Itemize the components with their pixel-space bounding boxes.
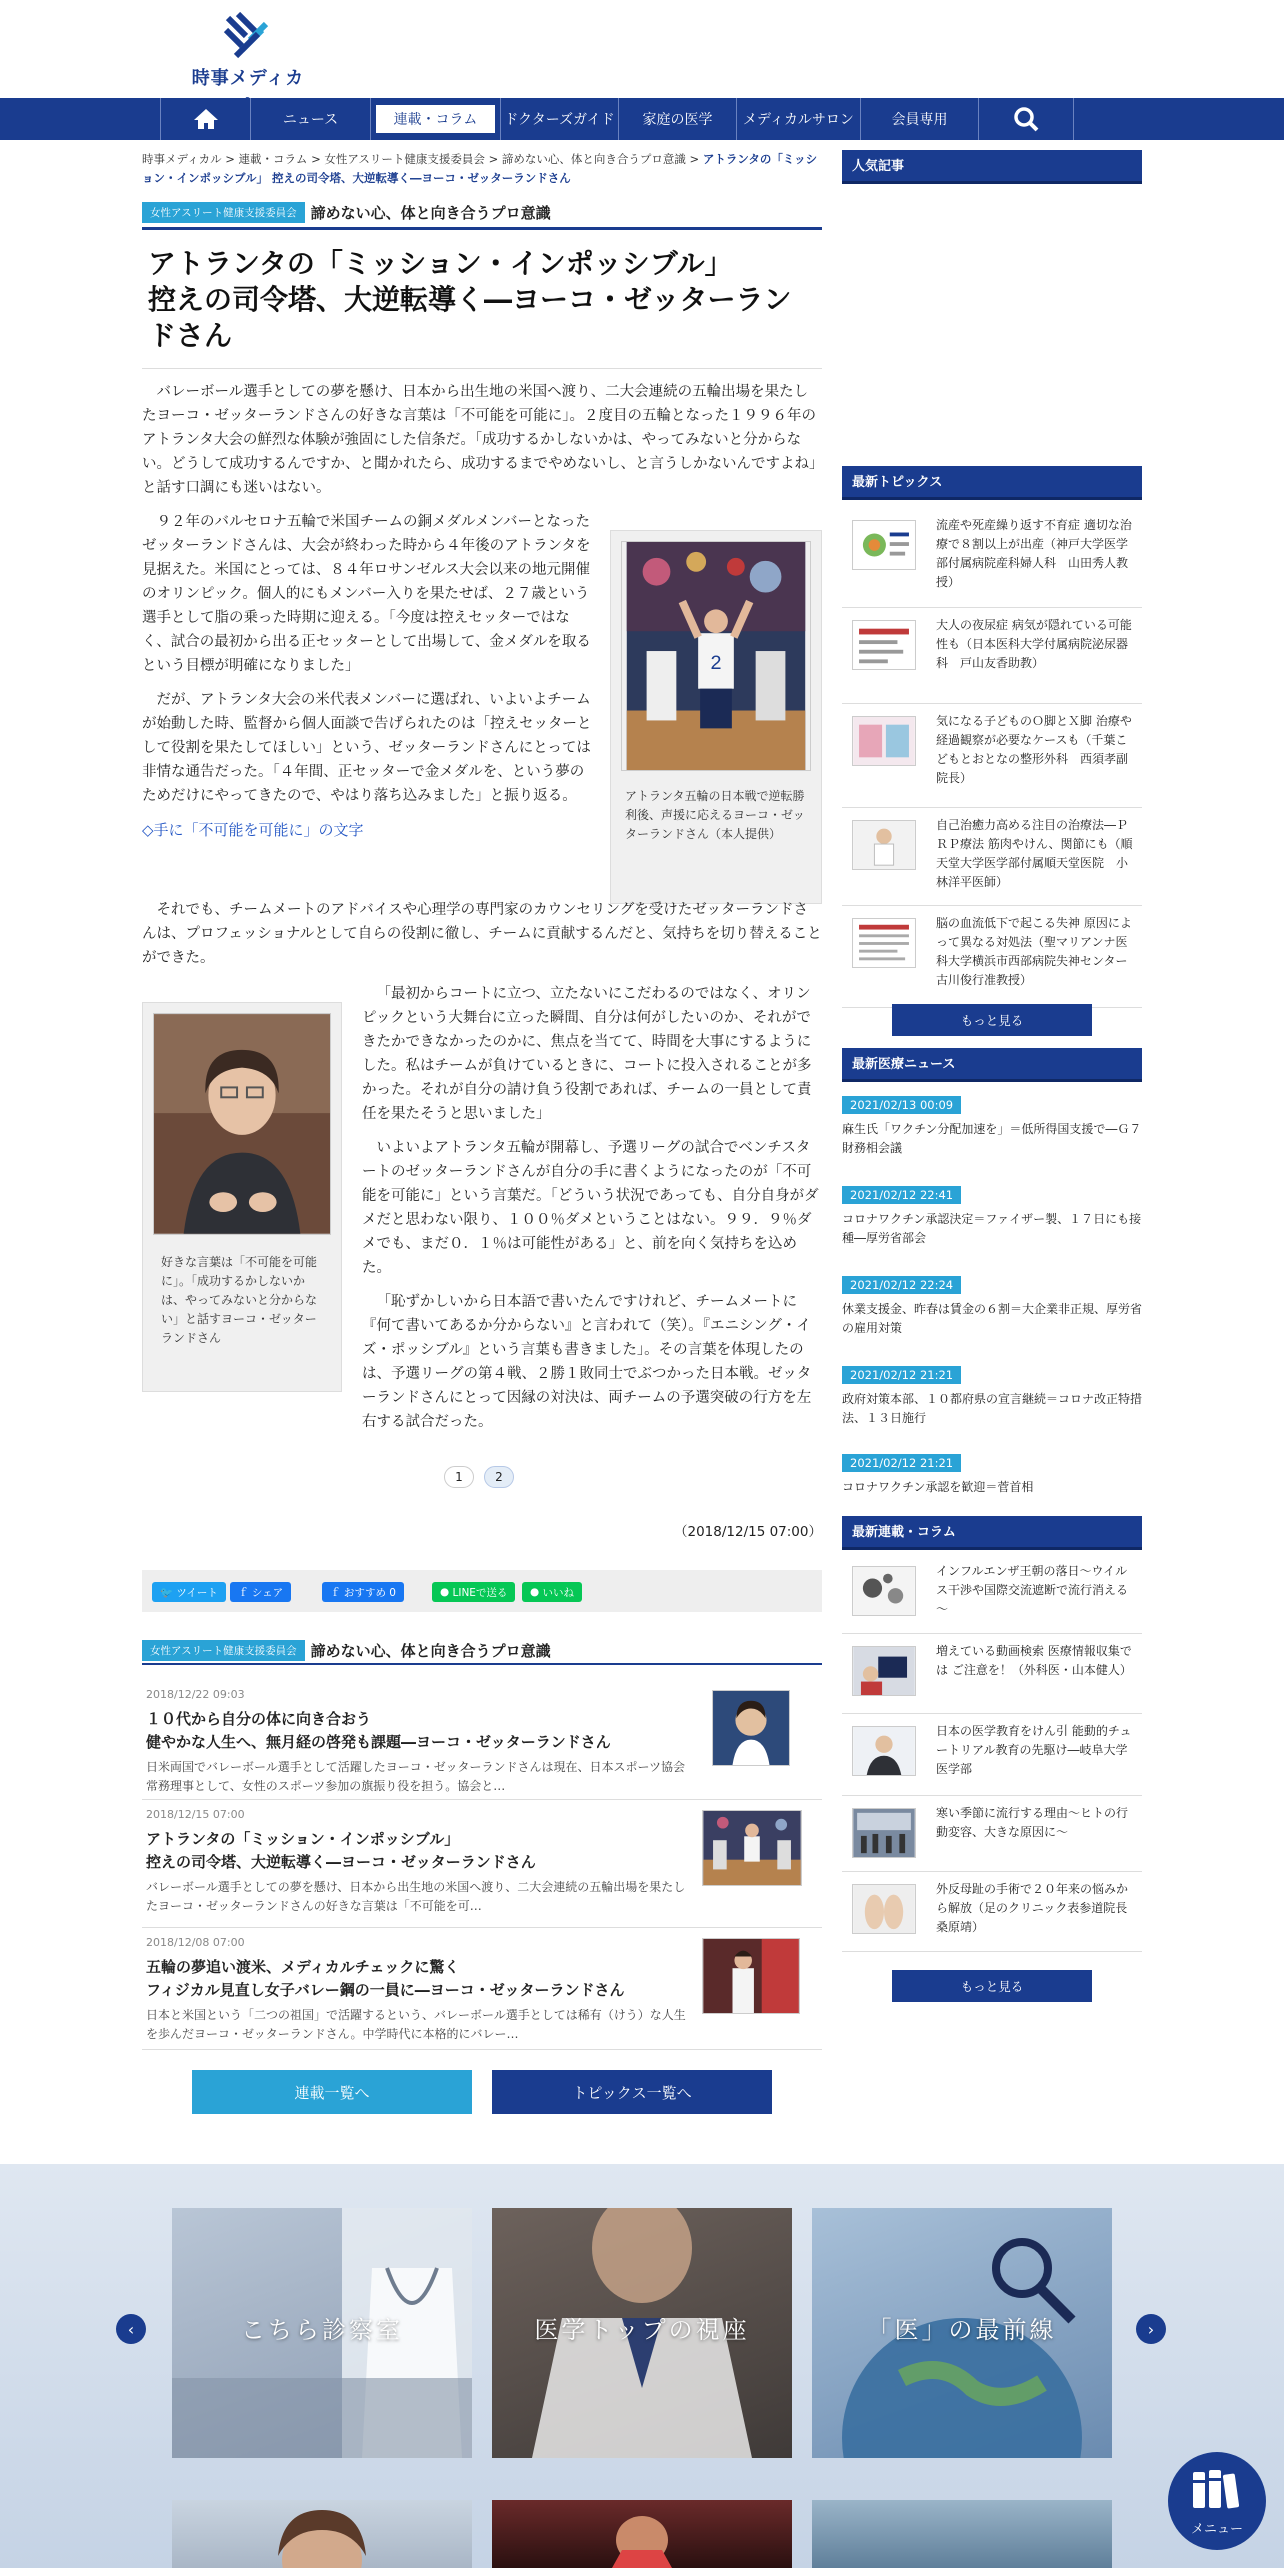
banner-medical-frontline[interactable] <box>812 2208 1112 2458</box>
logo-mark-icon <box>222 12 272 62</box>
sidebar-latest-topics <box>842 466 1142 1046</box>
menu-label: メニュー <box>1190 2522 1243 2537</box>
nav-news[interactable]: ニュース <box>250 98 370 140</box>
topic-title: 気になる子どものＯ脚とＸ脚 治療や経過観察が必要なケースも（千葉こどもとおとなの整形外科 西須孝副院長） <box>936 714 1132 785</box>
books-icon <box>1189 2466 1245 2514</box>
nav-series[interactable]: 連載・コラム <box>370 98 500 140</box>
line-icon: ● <box>530 1586 543 1598</box>
news-title: 麻生氏「ワクチン分配加速を」＝低所得国支援で―Ｇ７財務相会議 <box>842 1122 1142 1155</box>
article-subheading: ◇手に「不可能を可能に」の文字 <box>142 821 364 839</box>
article-paragraph: それでも、チームメートのアドバイスや心理学の専門家のカウンセリングを受けたゼッターランドさんは、プロフェッショナルとして自らの役割に徹し、チームに貢献するんだと、気持ちを切り替えることができた。 <box>142 902 822 966</box>
sidebar-popular <box>842 150 1142 184</box>
series-title: インフルエンザ王朝の落日～ウイルス干渉や国際交流遮断で流行消える～ <box>936 1564 1129 1616</box>
news-item[interactable] <box>842 1452 1142 1497</box>
breadcrumb: 時事メディカル > 連載・コラム > 女性アスリート健康支援委員会 > 諦めない心、体と向き合うプロ意識 > アトランタの「ミッション・インポッシブル」 控えの司令塔、大逆転導く―ヨーコ・ゼッターランドさん <box>142 152 818 185</box>
svg-text:2: 2 <box>710 651 722 674</box>
topic-item[interactable] <box>842 704 1142 808</box>
nav-search[interactable] <box>978 98 1074 140</box>
line-share-button[interactable]: ● LINEで送る <box>432 1582 515 1602</box>
series-title: 日本の医学教育をけん引 能動的チュートリアル教育の先駆け―岐阜大学医学部 <box>936 1724 1132 1776</box>
series-title[interactable]: 諦めない心、体と向き合うプロ意識 <box>310 1642 551 1660</box>
topic-thumb <box>852 520 916 570</box>
topics-list-button[interactable]: トピックス一覧へ <box>492 2070 772 2114</box>
banner-label: 医学トップの視座 <box>534 2316 750 2344</box>
figure-atlanta <box>610 530 822 904</box>
related-title[interactable]: 五輪の夢追い渡米、メディカルチェックに驚く フィジカル見直し女子バレー鋼の一員に―ヨーコ・ゼッターランドさん <box>146 1958 625 1999</box>
series-thumb <box>852 1726 916 1776</box>
related-date: 2018/12/15 07:00 <box>146 1808 245 1821</box>
banner-label: 「医」の最前線 <box>867 2316 1057 2344</box>
series-thumb <box>852 1646 916 1696</box>
nav-members[interactable]: 会員専用 <box>860 98 978 140</box>
pagination <box>444 1466 514 1488</box>
athlete-image <box>492 2500 792 2568</box>
topic-title: 流産や死産繰り返す不育症 適切な治療で８割以上が出産（神戸大学医学部付属病院産科婦人科 山田秀人教授） <box>936 518 1132 589</box>
series-title[interactable]: 諦めない心、体と向き合うプロ意識 <box>310 204 551 222</box>
portrait-photo[interactable] <box>153 1013 331 1235</box>
series-thumb <box>852 1808 916 1858</box>
banner-next-row[interactable] <box>492 2500 792 2568</box>
topic-item[interactable] <box>842 608 1142 704</box>
news-title: 政府対策本部、１０都府県の宣言継続＝コロナ改正特措法、１３日施行 <box>842 1392 1143 1425</box>
more-series-button[interactable]: もっと見る <box>892 1970 1092 2002</box>
feature-banner-area <box>0 2164 1284 2568</box>
series-list-button[interactable]: 連載一覧へ <box>192 2070 472 2114</box>
related-title[interactable]: アトランタの「ミッション・インポッシブル」 控えの司令塔、大逆転導く―ヨーコ・ゼッターランドさん <box>146 1830 536 1871</box>
series-item[interactable] <box>842 1554 1142 1634</box>
topic-title: 自己治癒力高める注目の治療法―ＰＲＰ療法 筋肉やけん、関節にも（順天堂大学医学部付属順天堂医院 小林洋平医師） <box>936 818 1133 889</box>
banner-next-row[interactable] <box>812 2500 1112 2568</box>
latest-series-header: 最新連載・コラム <box>842 1516 1142 1550</box>
related-article[interactable] <box>142 1680 822 1800</box>
sidebar-latest-series <box>842 1516 1142 1976</box>
carousel-prev-button[interactable] <box>116 2314 146 2344</box>
related-desc: 日本と米国という「二つの祖国」で活躍するという、バレーボール選手としては稀有（けう）な人生を歩んだヨーコ・ゼッターランドさん。中学時代に本格的にバレー… <box>146 2008 686 2041</box>
banner-label: こちら診察室 <box>241 2316 403 2344</box>
divider <box>142 368 822 369</box>
news-date: 2021/02/13 00:09 <box>842 1096 961 1114</box>
facebook-icon: ｆ <box>330 1586 344 1599</box>
related-article[interactable] <box>142 1800 822 1928</box>
series-thumb <box>852 1884 916 1934</box>
breadcrumb-current: アトランタの「ミッション・インポッシブル」 控えの司令塔、大逆転導く―ヨーコ・ゼッターランドさん <box>142 152 818 185</box>
news-item[interactable] <box>842 1364 1142 1428</box>
news-date: 2021/02/12 22:41 <box>842 1186 961 1204</box>
article-paragraph: だが、アトランタ大会の米代表メンバーに選ばれ、いよいよチームが始動した時、監督から個人面談で告げられたのは「控えセッターとして役割を果たしてほしい」という、ゼッターランドさんにとっては非情な通告だった。「４年間、正セッターで金メダルを、という夢のためだけにやってきたので、やはり落ち込みました」と振り返る。 <box>142 692 592 804</box>
facebook-icon: ｆ <box>238 1586 252 1599</box>
related-date: 2018/12/22 09:03 <box>146 1688 245 1701</box>
facebook-recommend-button[interactable]: ｆ おすすめ 0 <box>322 1582 404 1602</box>
series-item[interactable] <box>842 1634 1142 1714</box>
figure-caption: アトランタ五輪の日本戦で逆転勝利後、声援に応えるヨーコ・ゼッターランドさん（本人提供） <box>625 789 805 841</box>
topic-thumb <box>852 820 916 870</box>
news-title: コロナワクチン承認決定＝ファイザー製、１７日にも接種―厚労省部会 <box>842 1212 1142 1245</box>
series-title: 寒い季節に流行する理由～ヒトの行動変容、大きな原因に～ <box>936 1806 1129 1839</box>
article-paragraph: バレーボール選手としての夢を懸け、日本から出生地の米国へ渡り、二大会連続の五輪出場を果たしたヨーコ・ゼッターランドさんの好きな言葉は「不可能を可能に」。２度目の五輪となった１９９６年のアトランタ大会の鮮烈な体験が強固にした信条だ。「成功するかしないかは、やってみないと分からない。どうして成功するんですか、と聞かれたら、成功するまでやめないし、と言うしかないんですよね」と話す口調にも迷いはない。 <box>142 384 817 496</box>
person-image <box>172 2500 472 2568</box>
news-date: 2021/02/12 22:24 <box>842 1276 961 1294</box>
share-bar <box>142 1570 822 1612</box>
article-paragraph: 「最初からコートに立つ、立たないにこだわるのではなく、オリンピックという大舞台に立った瞬間、自分は何がしたいのか、それができたかできなかったのかに、焦点を当てて、時間を大事にするようにした。私はチームが負けているときに、コートに投入されることが多かった。それが自分の請け負う役割であれば、チームの一員として責任を果たそうと思いました」 <box>362 986 812 1122</box>
news-item[interactable] <box>842 1094 1142 1158</box>
related-thumb[interactable] <box>702 1938 800 2014</box>
news-title: コロナワクチン承認を歓迎＝菅首相 <box>842 1480 1034 1494</box>
nav-doctors-guide[interactable]: ドクターズガイド <box>500 98 618 140</box>
related-series-header <box>142 1640 822 1665</box>
search-icon <box>1013 106 1039 132</box>
banner-next-row[interactable] <box>172 2500 472 2568</box>
latest-topics-header: 最新トピックス <box>842 466 1142 500</box>
site-logo[interactable] <box>188 12 308 88</box>
news-date: 2021/02/12 21:21 <box>842 1454 961 1472</box>
tweet-button[interactable]: 🐦 ツイート <box>152 1582 226 1602</box>
header <box>0 0 1284 98</box>
article-paragraph: ９２年のバルセロナ五輪で米国チームの銅メダルメンバーとなったゼッターランドさんは、大会が終わった時から４年後のアトランタを見据えた。米国にとっては、８４年ロサンゼルス大会以来の地元開催のオリンピック。個人的にもメンバー入りを果たせば、２７歳という選手として脂の乗った時期に迎える。「今度は控えセッターではなく、試合の最初から出る正セッターとして出場して、金メダルを取るという目標が明確になりました」 <box>142 514 591 674</box>
news-item[interactable] <box>842 1184 1142 1248</box>
facebook-share-button[interactable]: ｆ シェア <box>230 1582 291 1602</box>
topic-item[interactable] <box>842 808 1142 906</box>
news-item[interactable] <box>842 1274 1142 1338</box>
nav-medical-salon[interactable]: メディカルサロン <box>736 98 860 140</box>
figure-portrait <box>142 1002 342 1392</box>
more-topics-button[interactable]: もっと見る <box>892 1004 1092 1036</box>
related-desc: 日米両国でバレーボール選手として活躍したヨーコ・ゼッターランドさんは現在、日本スポーツ協会常務理事として、女性のスポーツ参加の旗振り役を担う。協会と… <box>146 1760 686 1793</box>
news-title: 休業支援金、昨春は賃金の６割＝大企業非正規、厚労省の雇用対策 <box>842 1302 1143 1335</box>
series-tag[interactable]: 女性アスリート健康支援委員会 <box>142 202 305 223</box>
volleyball-photo[interactable] <box>621 541 811 771</box>
article-body <box>142 380 822 500</box>
related-thumb[interactable] <box>702 1810 802 1886</box>
popular-header: 人気記事 <box>842 150 1142 184</box>
topic-title: 大人の夜尿症 病気が隠れている可能性も（日本医科大学付属病院泌尿器科 戸山友香助教） <box>936 618 1132 670</box>
article-paragraph: いよいよアトランタ五輪が開幕し、予選リーグの試合でベンチスタートのゼッターランドさんが自分の手に書くようになったのが「不可能を可能に」という言葉だ。「どういう状況であっても、自分自身がダメだと思わない限り、１００％ダメということはない。９９．９％ダメでも、まだ０．１％は可能性がある」と、前を向く気持ちを込めた。 <box>362 1140 819 1276</box>
series-header <box>142 202 822 230</box>
series-thumb <box>852 1566 916 1616</box>
article-paragraph: 「恥ずかしいから日本語で書いたんですけれど、チームメートに『何て書いてあるか分からない』と言われて（笑）。『エニシング・イズ・ポッシブル』という言葉も書きました」。その言葉を体現したのは、予選リーグの第４戦、２勝１敗同士でぶつかった日本戦。ゼッターランドさんにとって因縁の対決は、両チームの予選突破の行方を左右する試合だった。 <box>362 1294 812 1430</box>
page-1[interactable]: 1 <box>444 1466 474 1488</box>
main-content <box>142 150 822 369</box>
series-tag[interactable]: 女性アスリート健康支援委員会 <box>142 1640 305 1661</box>
global-nav <box>0 98 1284 140</box>
line-like-button[interactable]: ● いいね <box>522 1582 582 1602</box>
breadcrumb-link[interactable]: 諦めない心、体と向き合うプロ意識 <box>501 152 686 166</box>
related-desc: バレーボール選手としての夢を懸け、日本から出生地の米国へ渡り、二大会連続の五輪出場を果たしたヨーコ・ゼッターランドさんの好きな言葉は「不可能を可… <box>146 1880 686 1913</box>
topic-title: 脳の血流低下で起こる失神 原因によって異なる対処法（聖マリアンナ医科大学横浜市西部病院失神センター 古川俊行准教授） <box>936 916 1140 987</box>
figure-caption: 好きな言葉は「不可能を可能に」。「成功するかしないかは、やってみないと分からない」と話すヨーコ・ゼッターランドさん <box>161 1255 318 1345</box>
sidebar-latest-news <box>842 1048 1142 1508</box>
nav-home-medicine[interactable]: 家庭の医学 <box>618 98 736 140</box>
site-name: 時事メディカ <box>191 68 305 89</box>
article-date: （2018/12/15 07:00） <box>673 1524 822 1540</box>
series-title: 外反母趾の手術で２０年来の悩みから解放（足のクリニック表参道院長 桑原靖） <box>936 1882 1140 1934</box>
carousel-next-button[interactable] <box>1136 2314 1166 2344</box>
page-2[interactable]: 2 <box>484 1466 514 1488</box>
latest-news-header: 最新医療ニュース <box>842 1048 1142 1082</box>
chevron-right-icon: › <box>1147 2319 1155 2339</box>
news-date: 2021/02/12 21:21 <box>842 1366 961 1384</box>
breadcrumb-link[interactable]: 女性アスリート健康支援委員会 <box>324 152 485 166</box>
series-item[interactable] <box>842 1872 1142 1952</box>
breadcrumb-link[interactable]: 時事メディカル <box>142 152 222 166</box>
related-title[interactable]: １０代から自分の体に向き合おう 健やかな人生へ、無月経の啓発も課題―ヨーコ・ゼッターランドさん <box>146 1710 611 1751</box>
series-item[interactable] <box>842 1796 1142 1872</box>
chevron-left-icon: ‹ <box>127 2319 135 2339</box>
nav-home[interactable] <box>160 98 250 140</box>
topic-thumb <box>852 918 916 968</box>
series-item[interactable] <box>842 1714 1142 1796</box>
article-body-col <box>142 510 592 842</box>
banner-consult-room[interactable] <box>172 2208 472 2458</box>
article-title: アトランタの「ミッション・インポッシブル」 控えの司令塔、大逆転導く―ヨーコ・ゼッターラン ドさん <box>148 247 792 352</box>
topic-item[interactable] <box>842 508 1142 608</box>
topic-thumb <box>852 716 916 766</box>
line-icon: ● <box>440 1586 453 1598</box>
home-icon <box>193 108 219 130</box>
topic-item[interactable] <box>842 906 1142 1008</box>
twitter-icon: 🐦 <box>160 1586 177 1599</box>
topic-thumb <box>852 620 916 670</box>
breadcrumb-link[interactable]: 連載・コラム <box>238 152 308 166</box>
related-article[interactable] <box>142 1928 822 2050</box>
banner-medical-leaders[interactable] <box>492 2208 792 2458</box>
series-title: 増えている動画検索 医療情報収集では ご注意を！（外科医・山本健人） <box>936 1644 1132 1677</box>
related-date: 2018/12/08 07:00 <box>146 1936 245 1949</box>
article-body-col <box>362 982 822 1434</box>
article-body <box>142 898 822 970</box>
related-thumb[interactable] <box>712 1690 790 1766</box>
menu-button[interactable] <box>1168 2452 1266 2550</box>
